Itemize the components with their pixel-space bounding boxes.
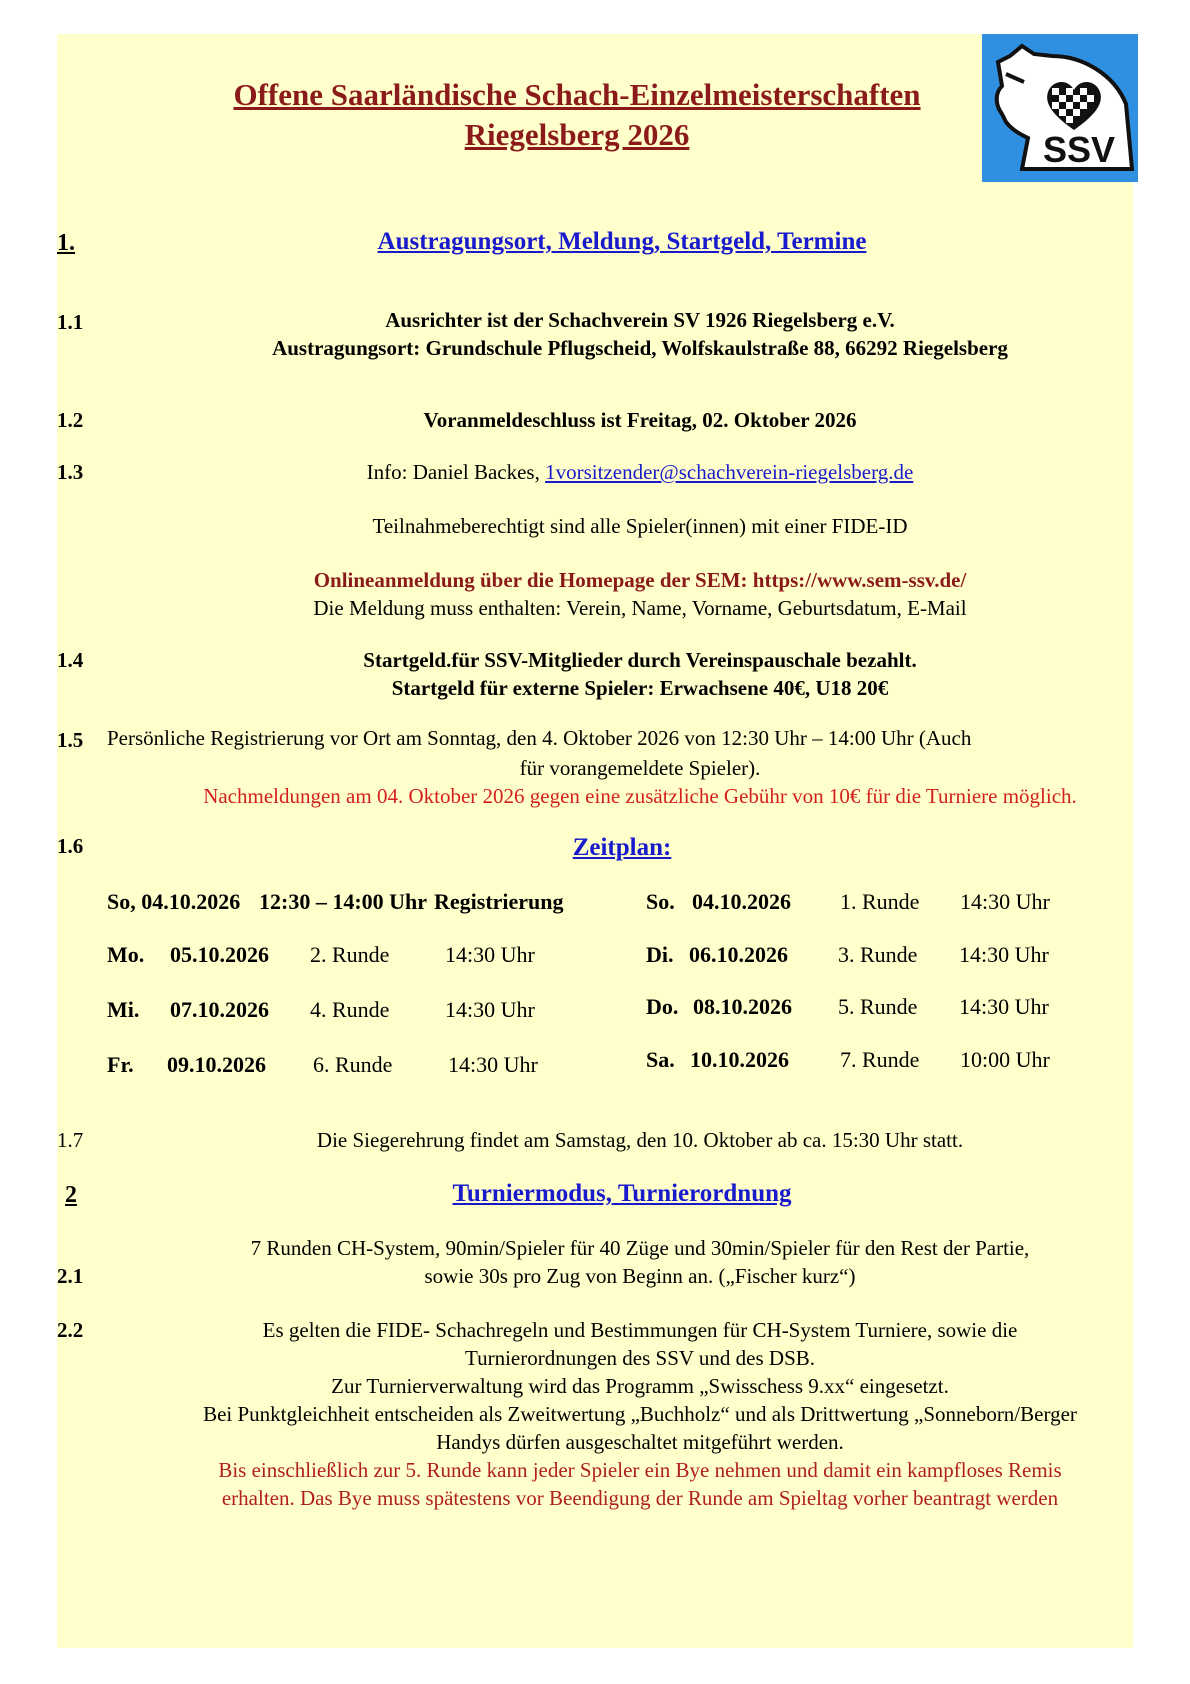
schedule-heading: Zeitplan: [572,834,672,861]
item-1-5-number: 1.5 [57,728,84,752]
logo-text: SSV [1042,129,1116,170]
schedule-round: 6. Runde [313,1052,393,1077]
document-title-line1: Offene Saarländische Schach-Einzelmeisterschaften [233,77,921,112]
schedule-registration-time: 12:30 – 14:00 Uhr [259,889,428,914]
schedule-day: Mo. [107,942,145,967]
schedule-date: 06.10.2026 [689,942,788,967]
document-page [57,34,1133,1648]
registration-line2: für vorangemeldete Spieler). [519,756,761,780]
schedule-time: 14:30 Uhr [959,942,1049,967]
mode-line1: 7 Runden CH-System, 90min/Spieler für 40 Züge und 30min/Spieler für den Rest der Partie, [250,1236,1030,1260]
registration-line1: Persönliche Registrierung vor Ort am Sonntag, den 4. Oktober 2026 von 12:30 Uhr – 14:00 Uhr (Auch [107,726,972,750]
schedule-date: 07.10.2026 [170,997,269,1022]
schedule-round: 3. Runde [838,942,918,967]
rules-line1: Es gelten die FIDE- Schachregeln und Bestimmungen für CH-System Turniere, sowie die [262,1318,1018,1342]
schedule-date: 09.10.2026 [167,1052,266,1077]
contact-email-link[interactable]: 1vorsitzender@schachverein-riegelsberg.de [545,460,914,484]
item-1-2-number: 1.2 [57,408,84,432]
schedule-day: Mi. [107,997,140,1022]
item-1-7-number: 1.7 [57,1128,84,1152]
schedule-time: 14:30 Uhr [445,997,535,1022]
schedule-round: 7. Runde [840,1047,920,1072]
schedule-registration-day: So, 04.10.2026 [107,889,241,914]
schedule-day: Di. [646,942,674,967]
rules-line2: Turnierordnungen des SSV und des DSB. [464,1346,816,1370]
ssv-logo [982,34,1138,182]
schedule-day: Do. [646,994,679,1019]
schedule-round: 2. Runde [310,942,390,967]
document-title-line2: Riegelsberg 2026 [464,117,690,152]
schedule-day: Fr. [107,1052,134,1077]
schedule-time: 10:00 Uhr [960,1047,1050,1072]
item-1-6-number: 1.6 [57,834,84,858]
eligibility-text: Teilnahmeberechtigt sind alle Spieler(innen) mit einer FIDE-ID [372,514,908,538]
item-2-1-number: 2.1 [57,1264,84,1288]
schedule-round: 4. Runde [310,997,390,1022]
item-2-2-number: 2.2 [57,1318,84,1342]
schedule-time: 14:30 Uhr [448,1052,538,1077]
schedule-round: 5. Runde [838,994,918,1019]
entry-fee-line1: Startgeld.für SSV-Mitglieder durch Vereinspauschale bezahlt. [363,648,917,672]
schedule-date: 10.10.2026 [690,1047,789,1072]
mode-line2: sowie 30s pro Zug von Beginn an. („Fischer kurz“) [424,1264,856,1288]
item-1-1-line1: Ausrichter ist der Schachverein SV 1926 Riegelsberg e.V. [385,308,895,332]
item-1-1-line2: Austragungsort: Grundschule Pflugscheid, Wolfskaulstraße 88, 66292 Riegelsberg [272,336,1008,360]
schedule-date: 05.10.2026 [170,942,269,967]
section-2-number: 2 [65,1182,77,1208]
section-2-heading: Turniermodus, Turnierordnung [452,1180,792,1207]
schedule-round: 1. Runde [840,889,920,914]
late-registration-text: Nachmeldungen am 04. Oktober 2026 gegen eine zusätzliche Gebühr von 10€ für die Turniere möglich. [203,784,1077,808]
schedule-day: So. [646,889,675,914]
bye-rule-line1: Bis einschließlich zur 5. Runde kann jeder Spieler ein Bye nehmen und damit ein kampfloses Remis [218,1458,1062,1482]
schedule-date: 04.10.2026 [692,889,791,914]
info-prefix: Info: Daniel Backes, [366,460,546,484]
schedule-day: Sa. [646,1047,675,1072]
section-1-heading: Austragungsort, Meldung, Startgeld, Termine [377,228,867,255]
schedule-time: 14:30 Uhr [959,994,1049,1019]
registration-requirements-text: Die Meldung muss enthalten: Verein, Name, Vorname, Geburtsdatum, E-Mail [313,596,967,620]
item-1-4-number: 1.4 [57,648,84,672]
online-registration-text: Onlineanmeldung über die Homepage der SEM: https://www.sem-ssv.de/ [313,568,967,592]
entry-fee-line2: Startgeld für externe Spieler: Erwachsene 40€, U18 20€ [391,676,889,700]
rules-line3: Zur Turnierverwaltung wird das Programm „Swisschess 9.xx“ eingesetzt. [331,1374,949,1398]
schedule-registration-label: Registrierung [434,889,564,914]
schedule-date: 08.10.2026 [693,994,792,1019]
schedule-time: 14:30 Uhr [445,942,535,967]
bye-rule-line2: erhalten. Das Bye muss spätestens vor Beendigung der Runde am Spieltag vorher beantragt werden [221,1486,1059,1510]
item-1-2-text: Voranmeldeschluss ist Freitag, 02. Oktober 2026 [423,408,857,432]
item-1-3-number: 1.3 [57,460,84,484]
rules-line4: Bei Punktgleichheit entscheiden als Zweitwertung „Buchholz“ und als Drittwertung „Sonneborn/Berger [203,1402,1077,1426]
info-line [97,458,1183,486]
item-1-1-number: 1.1 [57,310,84,334]
schedule-time: 14:30 Uhr [960,889,1050,914]
horse-head-chessboard-logo-icon [982,34,1138,182]
rules-line5: Handys dürfen ausgeschaltet mitgeführt werden. [436,1430,844,1454]
award-ceremony-text: Die Siegerehrung findet am Samstag, den 10. Oktober ab ca. 15:30 Uhr statt. [316,1128,964,1152]
section-1-number: 1. [57,230,75,256]
